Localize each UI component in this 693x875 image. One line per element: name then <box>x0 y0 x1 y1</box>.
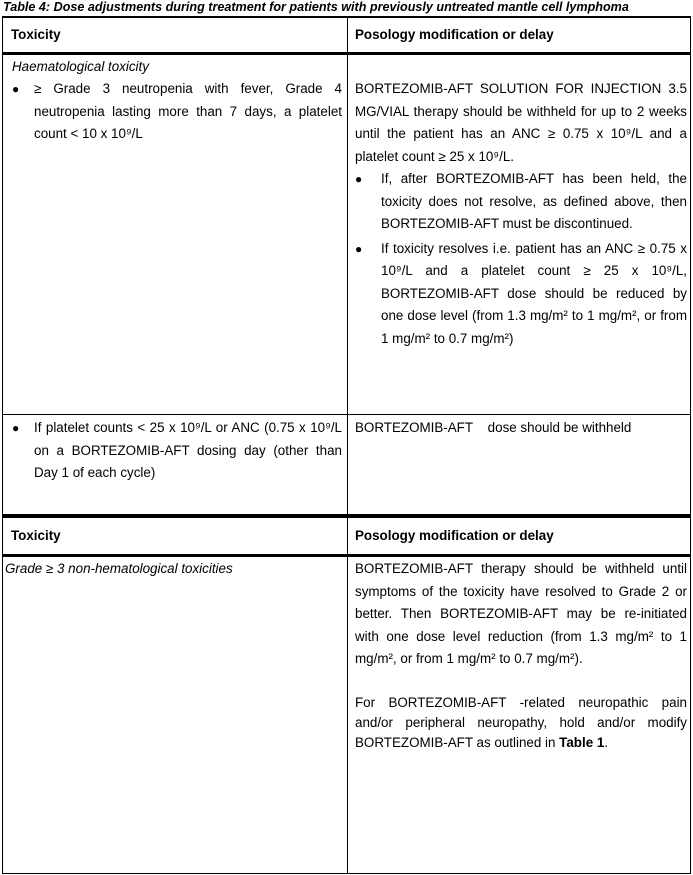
section1-bottom-rule <box>3 514 690 518</box>
non-hematological-toxicity-title: Grade ≥ 3 non-hematological toxicities <box>5 561 233 576</box>
row1-posology-intro: BORTEZOMIB-AFT SOLUTION FOR INJECTION 3.5 MG/VIAL therapy should be withheld for up to 2 weeks until the patient has an ANC ≥ 0.75 x 10⁹/L and a platelet count ≥ 25 x 10⁹/L. <box>355 81 687 164</box>
header2-posology: Posology modification or delay <box>355 528 554 543</box>
table-1-reference: Table 1 <box>559 734 605 750</box>
column-divider <box>347 17 348 874</box>
row1-posology <box>355 78 687 350</box>
row1-bottom-rule <box>3 414 690 415</box>
haematological-toxicity-title: Haematological toxicity <box>12 59 149 74</box>
bullet-icon: ● <box>12 82 20 96</box>
non-hematological-posology-para1: BORTEZOMIB-AFT therapy should be withheld until symptoms of the toxicity have resolved to Grade 2 or better. Then BORTEZOMIB-AFT may be re-initiated with one dose level reduction (from 1.3 mg/m² to 1 mg/m², or from 1 mg/m² to 0.7 mg/m²). <box>355 561 687 666</box>
row1-bullet-1: ● If, after BORTEZOMIB-AFT has been held, the toxicity does not resolve, as defined above, then BORTEZOMIB-AFT must be discontinued. <box>355 168 687 236</box>
table-caption: Table 4: Dose adjustments during treatment for patients with previously untreated mantle cell lymphoma <box>3 0 629 14</box>
header2-bottom-rule <box>3 554 690 557</box>
dose-adjustment-table <box>2 16 691 874</box>
row2-posology: BORTEZOMIB-AFT dose should be withheld <box>355 420 632 435</box>
bullet-icon: ● <box>355 172 363 186</box>
header1-posology: Posology modification or delay <box>355 27 554 42</box>
header2-toxicity: Toxicity <box>11 528 61 543</box>
non-hematological-posology-para2: For BORTEZOMIB-AFT -related neuropathic pain and/or peripheral neuropathy, hold and/or modify BORTEZOMIB-AFT as outlined in Table 1. <box>355 694 687 750</box>
header1-bottom-rule <box>3 52 690 55</box>
bullet-icon: ● <box>12 421 20 435</box>
header1-toxicity: Toxicity <box>11 27 61 42</box>
row1-bullet-2: ● If toxicity resolves i.e. patient has an ANC ≥ 0.75 x 10⁹/L and a platelet count ≥ 25 x 10⁹/L, BORTEZOMIB-AFT dose should be reduced by one dose level (from 1.3 mg/m² to 1 mg/m², or from 1 mg/m² to 0.7 mg/m²) <box>355 238 687 351</box>
bullet-icon: ● <box>355 241 363 256</box>
header1-top-rule <box>3 17 690 18</box>
row1-toxicity-criteria: ● ≥ Grade 3 neutropenia with fever, Grade 4 neutropenia lasting more than 7 days, a platelet count < 10 x 10⁹/L <box>12 78 342 146</box>
row2-toxicity-criteria: ● If platelet counts < 25 x 10⁹/L or ANC (0.75 x 10⁹/L on a BORTEZOMIB-AFT dosing day (other than Day 1 of each cycle) <box>12 417 342 485</box>
non-hematological-posology <box>355 558 687 753</box>
